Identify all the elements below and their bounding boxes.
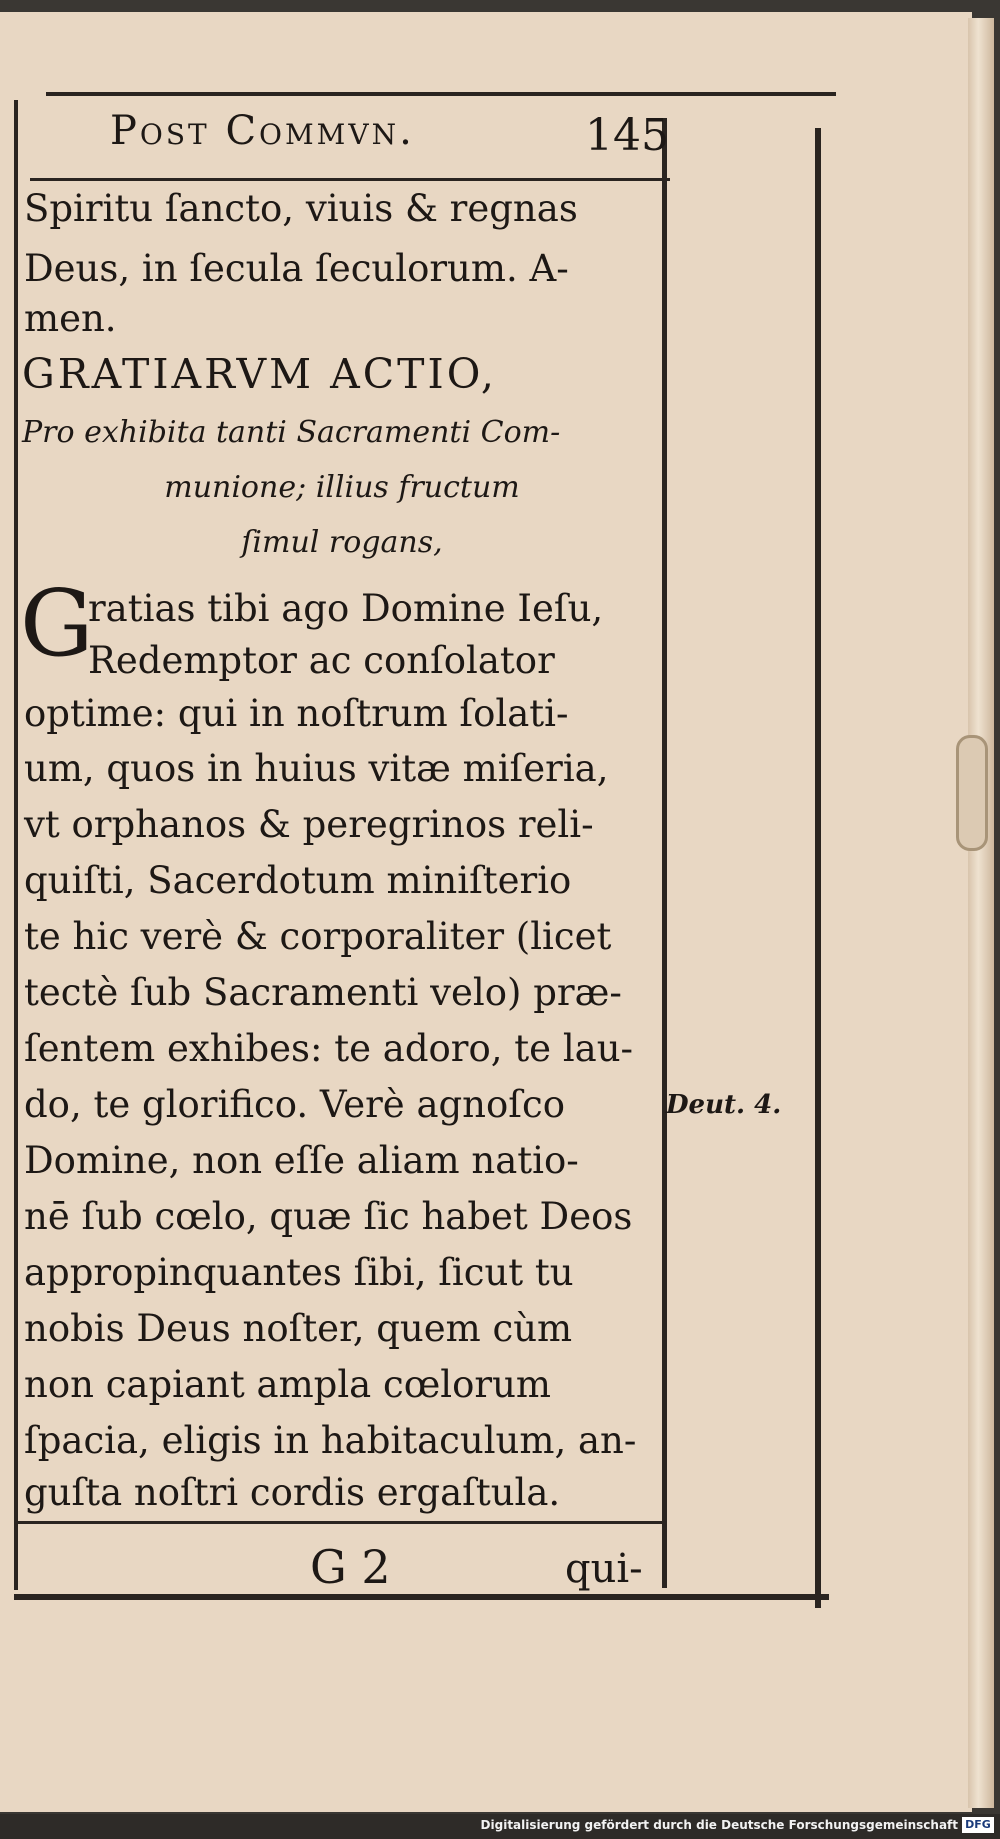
text-line: do, te glorifico. Verè agnoſco [24, 1083, 565, 1126]
subtitle-line: munione; illius fructum [164, 470, 520, 505]
text-line: quiſti, Sacerdotum miniſterio [24, 859, 572, 902]
text-line: Domine, non eſſe aliam natio- [24, 1139, 579, 1182]
frame-top-rule [46, 92, 836, 96]
text-line: tectè ſub Sacramenti velo) præ- [24, 971, 622, 1014]
text-line: nobis Deus noſter, quem cùm [24, 1307, 573, 1350]
page-number: 145 [585, 110, 669, 161]
text-line: um, quos in huius vitæ miſeria, [24, 747, 609, 790]
page-tab [956, 735, 988, 851]
text-line: appropinquantes ſibi, ſicut tu [24, 1251, 574, 1294]
dfg-logo-icon: DFG [962, 1817, 994, 1833]
text-line: Deus, in ſecula ſeculorum. A- [24, 247, 569, 290]
text-line: ſpacia, eligis in habitaculum, an- [24, 1419, 637, 1462]
drop-capital: G [20, 570, 94, 677]
section-heading: GRATIARVM ACTIO, [22, 350, 497, 398]
page-edge [968, 18, 994, 1808]
text-line: ratias tibi ago Domine Ieſu, [88, 587, 604, 630]
text-bottom-rule [18, 1521, 664, 1524]
text-line: Redemptor ac conſolator [88, 639, 555, 682]
text-line: men. [24, 297, 117, 340]
footer-credit: Digitalisierung gefördert durch die Deutsche Forschungsgemeinschaft [480, 1818, 958, 1832]
margin-note: Deut. 4. [666, 1090, 782, 1120]
text-line: Spiritu ſancto, viuis & regnas [24, 187, 578, 230]
catchword: qui- [565, 1546, 643, 1592]
frame-bottom-rule [14, 1594, 829, 1600]
text-line: optime: qui in noſtrum ſolati- [24, 692, 569, 735]
frame-left-rule [14, 100, 18, 1590]
text-line: te hic verè & corporaliter (licet [24, 915, 612, 958]
text-line: nē ſub cœlo, quæ ſic habet Deos [24, 1195, 633, 1238]
frame-outer-right-rule [815, 128, 821, 1608]
subtitle-line: ſimul rogans, [241, 525, 443, 560]
running-head: Post Commvn. [110, 108, 415, 154]
text-line: ſentem exhibes: te adoro, te lau- [24, 1027, 634, 1070]
head-rule [30, 178, 670, 181]
subtitle-line: Pro exhibita tanti Sacramenti Com- [22, 415, 561, 450]
text-line: non capiant ampla cœlorum [24, 1363, 552, 1406]
text-line: guſta noſtri cordis ergaſtula. [24, 1471, 561, 1514]
signature-mark: G 2 [310, 1540, 391, 1594]
text-line: vt orphanos & peregrinos reli- [24, 803, 594, 846]
